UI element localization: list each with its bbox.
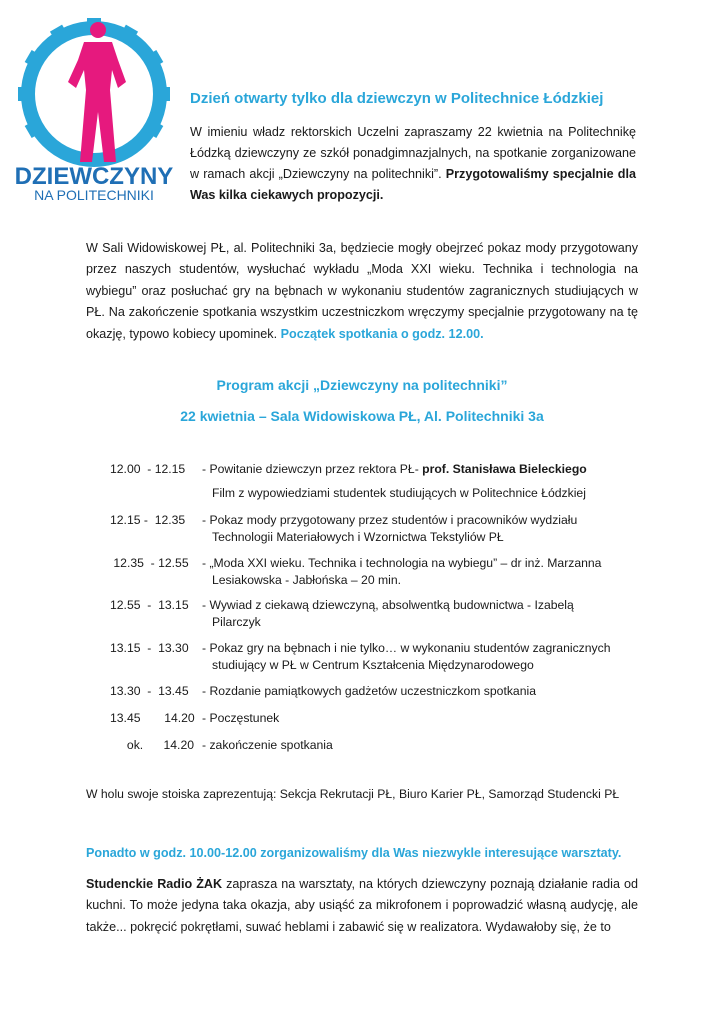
row-desc-line2: Technologii Materiałowych i Wzornictwa Tekstyliów PŁ — [212, 530, 504, 544]
row-desc: - Rozdanie pamiątkowych gadżetów uczestniczkom spotkania — [202, 684, 536, 698]
row-desc: - zakończenie spotkania — [202, 738, 333, 752]
logo-graphic — [14, 12, 174, 202]
start-time-highlight: Początek spotkania o godz. 12.00. — [280, 326, 484, 341]
intro-text: W imieniu władz rektorskich Uczelni zapraszamy 22 kwietnia na Politechnikę Łódzką dziewczyny ze szkół ponadgimnazjalnych, na spotkanie zorganizowane w ramach akcji „Dziewczyny na politechniki”. — [190, 125, 636, 181]
radio-paragraph — [86, 874, 638, 938]
workshops-heading: Ponadto w godz. 10.00-12.00 zorganizowaliśmy dla Was niezwykle interesujące warsztaty. — [86, 846, 622, 860]
intro-bold-text: Przygotowaliśmy specjalnie dla Was kilka ciekawych propozycji. — [190, 167, 636, 202]
radio-text: zaprasza na warsztaty, na których dziewczyny poznają działanie radia od kuchni. To może jedyna taka okazja, aby usiąść za mikrofonem i poprowadzić własną audycję, ale także... pokręcić pokrętłami, suwać heblami i zabawić się w realizatora. Wydawałoby się, że to — [86, 877, 638, 934]
program-subheading: 22 kwietnia – Sala Widowiskowa PŁ, Al. Politechniki 3a — [180, 408, 544, 424]
logo-text-line2: NA POLITECHNIKI — [34, 187, 154, 202]
stands-info: W holu swoje stoiska zaprezentują: Sekcja Rekrutacji PŁ, Biuro Karier PŁ, Samorząd Studencki PŁ — [86, 787, 620, 801]
row-desc-line2: Pilarczyk — [212, 615, 261, 629]
row-desc: - Pokaz mody przygotowany przez studentów i pracowników wydziału — [202, 513, 578, 527]
description-paragraph — [86, 238, 638, 345]
program-heading: Program akcji „Dziewczyny na politechniki” — [216, 377, 508, 393]
row-desc-line2: Film z wypowiedziami studentek studiujących w Politechnice Łódzkiej — [212, 486, 586, 500]
row-desc: - Wywiad z ciekawą dziewczyną, absolwentką budownictwa - Izabelą — [202, 598, 574, 612]
row-time: 12.35 - 12.55 — [110, 556, 189, 570]
row-desc: - „Moda XXI wieku. Technika i technologia na wybiegu” – dr inż. Marzanna — [202, 556, 602, 570]
woman-figure-icon — [68, 22, 126, 162]
row-time: 13.15 - 13.30 — [110, 641, 189, 655]
radio-name: Studenckie Radio ŻAK — [86, 877, 223, 891]
row-time: 13.30 - 13.45 — [110, 684, 189, 698]
row-desc: - Poczęstunek — [202, 711, 280, 725]
row-desc-line2: Lesiakowska - Jabłońska – 20 min. — [212, 573, 402, 587]
row-time: 12.55 - 13.15 — [110, 598, 189, 612]
row-desc — [202, 461, 587, 478]
description-text: W Sali Widowiskowej PŁ, al. Politechniki 3a, będziecie mogły obejrzeć pokaz mody przygotowany przez naszych studentów, wysłuchać wykładu „Moda XXI wieku. Technika i technologia na wybiegu” oraz posłuchać gry na bębnach w wykonaniu studentów zagranicznych studiujących w PŁ. Na zakończenie spotkania wszystkim uczestniczkom wręczymy specjalnie przygotowany na tę okazję, typowo kobiecy upominek. — [86, 241, 638, 341]
row-time: 13.45 14.20 — [110, 711, 195, 725]
logo-text-line1: DZIEWCZYNY — [14, 163, 174, 190]
row-desc-bold: prof. Stanisława Bieleckiego — [422, 462, 587, 476]
row-time: ok. 14.20 — [110, 738, 195, 752]
page-title: Dzień otwarty tylko dla dziewczyn w Politechnice Łódzkiej — [190, 90, 604, 107]
row-time: 12.15 - 12.35 — [110, 513, 186, 527]
row-desc-line2: studiujący w PŁ w Centrum Kształcenia Międzynarodowego — [212, 658, 534, 672]
row-desc-text: - Powitanie dziewczyn przez rektora PŁ- — [202, 462, 423, 476]
row-time: 12.00 - 12.15 — [110, 462, 186, 476]
logo — [14, 12, 174, 202]
intro-paragraph — [190, 122, 636, 206]
row-desc: - Pokaz gry na bębnach i nie tylko… w wykonaniu studentów zagranicznych — [202, 641, 611, 655]
